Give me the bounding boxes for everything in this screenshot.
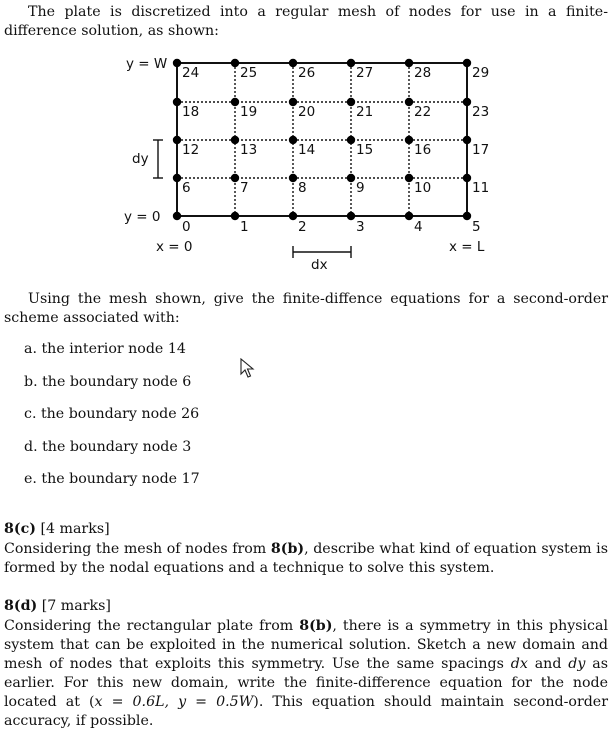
mesh-node: [173, 59, 181, 67]
mesh-diagram: [0, 0, 612, 290]
mesh-node: [405, 212, 413, 220]
mesh-node: [405, 174, 413, 182]
mesh-node: [289, 136, 297, 144]
mesh-node: [173, 212, 181, 220]
node-label: 0: [182, 219, 191, 235]
node-label: 15: [356, 142, 374, 158]
node-label: 26: [298, 65, 316, 81]
node-label: 29: [472, 65, 490, 81]
mesh-node: [289, 98, 297, 106]
node-label: 27: [356, 65, 374, 81]
node-label: 25: [240, 65, 258, 81]
list-item: c. the boundary node 26: [24, 406, 200, 422]
node-label: 16: [414, 142, 432, 158]
node-label: 4: [414, 219, 423, 235]
mesh-node: [463, 174, 471, 182]
node-label: 3: [356, 219, 365, 235]
node-label: 21: [356, 104, 374, 120]
node-label: 18: [182, 104, 200, 120]
node-label: 24: [182, 65, 200, 81]
mesh-node: [231, 59, 239, 67]
mesh-node: [231, 174, 239, 182]
mesh-node: [463, 136, 471, 144]
node-label: 9: [356, 180, 365, 196]
q8d-marks: [7 marks]: [41, 598, 111, 614]
list-item: b. the boundary node 6: [24, 374, 192, 390]
mouse-pointer-icon: [240, 358, 256, 380]
node-label: 10: [414, 180, 432, 196]
dx-label: dx: [311, 257, 328, 273]
mesh-node: [347, 59, 355, 67]
node-label: 20: [298, 104, 316, 120]
node-label: 12: [182, 142, 200, 158]
mesh-node: [231, 98, 239, 106]
q8c-marks: [4 marks]: [40, 521, 110, 537]
intro-text: The plate is discretized into a regular mesh of nodes for use in a finite-difference solution, as shown:: [4, 4, 608, 39]
q8d-number: 8(d): [4, 598, 38, 614]
mesh-node: [173, 136, 181, 144]
list-item: e. the boundary node 17: [24, 471, 200, 487]
y-bottom-label: y = 0: [124, 209, 161, 225]
node-label: 11: [472, 180, 490, 196]
list-item: a. the interior node 14: [24, 341, 186, 357]
q8c-body: Considering the mesh of nodes from 8(b), describe what kind of equation system is formed by the nodal equations and a technique to solve this system.: [4, 541, 608, 576]
node-label: 22: [414, 104, 432, 120]
mesh-node: [231, 136, 239, 144]
mesh-node: [463, 59, 471, 67]
mesh-node: [347, 174, 355, 182]
node-label: 8: [298, 180, 307, 196]
mesh-node: [173, 174, 181, 182]
node-label: 23: [472, 104, 490, 120]
list-item: d. the boundary node 3: [24, 439, 192, 455]
y-top-label: y = W: [126, 56, 168, 72]
mesh-node: [347, 212, 355, 220]
q8d-body: Considering the rectangular plate from 8(b), there is a symmetry in this physical system that can be exploited in the numerical solution. Sketch a new domain and mesh of nodes that exploits this symmetry. Use the same spacings dx and dy as earlier. For this new domain, write the finite-difference equation for the node located at (x = 0.6L, y = 0.5W). This equation should maintain second-order accuracy, if possible.: [4, 618, 608, 729]
mesh-node: [463, 98, 471, 106]
q8c-number: 8(c): [4, 521, 36, 537]
mesh-node: [405, 136, 413, 144]
node-label: 14: [298, 142, 316, 158]
mesh-node: [405, 98, 413, 106]
mesh-node: [289, 59, 297, 67]
node-label: 13: [240, 142, 258, 158]
mesh-node: [289, 212, 297, 220]
node-label: 5: [472, 219, 481, 235]
q8c-heading: [4, 520, 110, 539]
mesh-node: [347, 98, 355, 106]
mesh-node: [463, 212, 471, 220]
x-right-label: x = L: [449, 239, 485, 255]
q8d-heading: [4, 597, 111, 616]
dy-label: dy: [132, 151, 149, 167]
mesh-node: [173, 98, 181, 106]
mesh-node: [405, 59, 413, 67]
x-left-label: x = 0: [156, 239, 193, 255]
mesh-node: [231, 212, 239, 220]
node-label: 1: [240, 219, 249, 235]
question-text: Using the mesh shown, give the finite-diffence equations for a second-order scheme associated with:: [4, 291, 608, 326]
node-label: 2: [298, 219, 307, 235]
node-label: 17: [472, 142, 490, 158]
node-label: 6: [182, 180, 191, 196]
mesh-node: [347, 136, 355, 144]
node-label: 7: [240, 180, 249, 196]
mesh-node: [289, 174, 297, 182]
node-label: 19: [240, 104, 258, 120]
node-label: 28: [414, 65, 432, 81]
